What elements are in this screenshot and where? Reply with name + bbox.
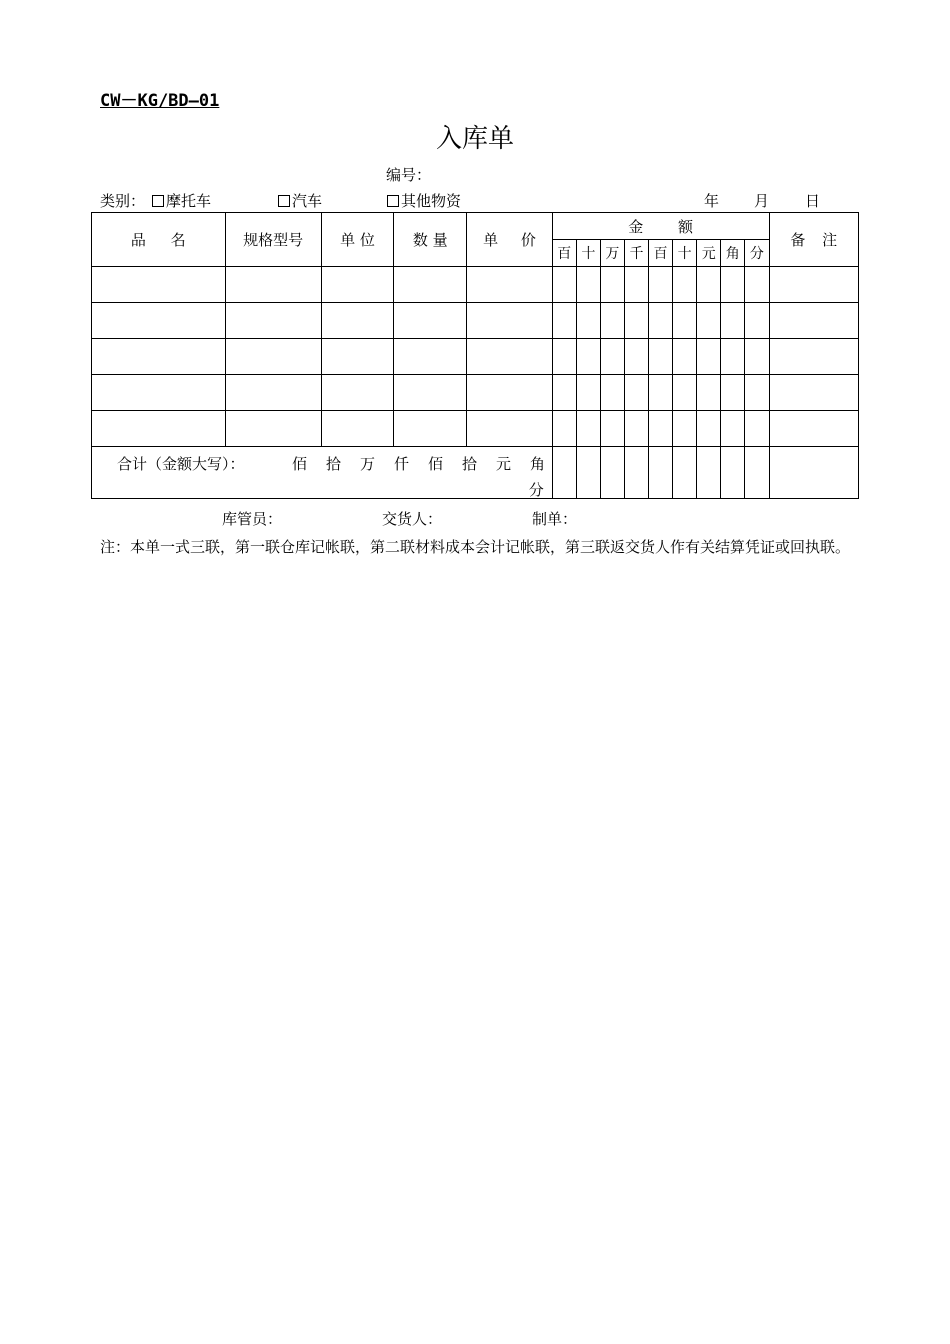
table-cell[interactable]	[721, 339, 745, 375]
total-row	[92, 447, 859, 499]
table-cell[interactable]	[649, 339, 673, 375]
table-cell[interactable]	[673, 375, 697, 411]
table-cell[interactable]	[697, 339, 721, 375]
digit-header: 千	[624, 240, 648, 267]
total-digit-cell[interactable]	[745, 447, 769, 499]
date-day-label: 日	[805, 192, 821, 210]
table-cell[interactable]	[225, 375, 321, 411]
total-digit-cell[interactable]	[624, 447, 648, 499]
table-row	[92, 375, 859, 411]
table-cell[interactable]	[624, 411, 648, 447]
digit-header: 万	[600, 240, 624, 267]
table-cell[interactable]	[721, 375, 745, 411]
table-cell[interactable]	[321, 411, 393, 447]
table-cell[interactable]	[721, 303, 745, 339]
table-cell[interactable]	[600, 375, 624, 411]
table-cell[interactable]	[92, 375, 226, 411]
total-last-unit: 分	[528, 481, 544, 499]
table-cell[interactable]	[745, 267, 769, 303]
table-cell[interactable]	[624, 339, 648, 375]
unit-char: 仟	[394, 455, 410, 473]
maker-label: 制单：	[532, 510, 578, 528]
category-row	[100, 190, 860, 210]
table-cell[interactable]	[321, 267, 393, 303]
table-cell[interactable]	[552, 339, 576, 375]
table-cell[interactable]	[552, 411, 576, 447]
table-cell[interactable]	[92, 303, 226, 339]
header-row	[92, 213, 859, 240]
inbound-table	[91, 212, 859, 499]
total-label: 合计（金额大写）：	[117, 455, 245, 473]
table-cell[interactable]	[673, 303, 697, 339]
unit-char: 拾	[326, 455, 342, 473]
table-cell[interactable]	[649, 303, 673, 339]
total-digit-cell[interactable]	[600, 447, 624, 499]
table-cell[interactable]	[576, 375, 600, 411]
table-cell[interactable]	[769, 375, 858, 411]
table-row	[92, 411, 859, 447]
total-digit-cell[interactable]	[697, 447, 721, 499]
table-cell[interactable]	[673, 267, 697, 303]
table-cell[interactable]	[649, 375, 673, 411]
table-cell[interactable]	[745, 411, 769, 447]
table-cell[interactable]	[769, 303, 858, 339]
category-option-other[interactable]: 其他物资	[387, 190, 461, 211]
header-name: 品 名	[92, 213, 226, 267]
table-cell[interactable]	[467, 339, 552, 375]
table-cell[interactable]	[467, 411, 552, 447]
unit-char: 角	[530, 455, 546, 473]
total-digit-cell[interactable]	[552, 447, 576, 499]
header-qty: 数 量	[394, 213, 467, 267]
digit-header: 十	[673, 240, 697, 267]
checkbox-icon[interactable]	[278, 195, 290, 207]
table-cell[interactable]	[321, 339, 393, 375]
table-cell[interactable]	[624, 303, 648, 339]
table-cell[interactable]	[467, 375, 552, 411]
date-month-label: 月	[754, 192, 770, 210]
table-cell[interactable]	[552, 267, 576, 303]
table-cell[interactable]	[394, 303, 467, 339]
unit-char: 万	[360, 455, 376, 473]
table-cell[interactable]	[576, 339, 600, 375]
table-cell[interactable]	[697, 303, 721, 339]
total-remark-cell[interactable]	[769, 447, 858, 499]
total-digit-cell[interactable]	[649, 447, 673, 499]
table-row	[92, 303, 859, 339]
category-option-motorcycle[interactable]: 摩托车	[152, 190, 211, 211]
table-cell[interactable]	[769, 267, 858, 303]
digit-header: 百	[649, 240, 673, 267]
table-cell[interactable]	[394, 375, 467, 411]
checkbox-icon[interactable]	[152, 195, 164, 207]
table-cell[interactable]	[745, 339, 769, 375]
header-price: 单 价	[467, 213, 552, 267]
footnote: 注：本单一式三联，第一联仓库记帐联，第二联材料成本会计记帐联，第三联返交货人作有关结算凭证或回执联。	[100, 538, 851, 556]
table-cell[interactable]	[394, 339, 467, 375]
table-cell[interactable]	[769, 411, 858, 447]
table-cell[interactable]	[321, 375, 393, 411]
table-cell[interactable]	[673, 339, 697, 375]
table-cell[interactable]	[225, 339, 321, 375]
category-label: 类别：	[100, 192, 146, 210]
table-cell[interactable]	[649, 267, 673, 303]
table-cell[interactable]	[697, 267, 721, 303]
table-cell[interactable]	[321, 303, 393, 339]
table-cell[interactable]	[576, 411, 600, 447]
table-cell[interactable]	[600, 339, 624, 375]
table-cell[interactable]	[552, 375, 576, 411]
checkbox-icon[interactable]	[387, 195, 399, 207]
table-row	[92, 339, 859, 375]
digit-header: 分	[745, 240, 769, 267]
total-digit-cell[interactable]	[576, 447, 600, 499]
table-cell[interactable]	[225, 267, 321, 303]
digit-header: 元	[697, 240, 721, 267]
table-row	[92, 267, 859, 303]
signature-row	[222, 508, 842, 528]
table-cell[interactable]	[576, 303, 600, 339]
table-cell[interactable]	[552, 303, 576, 339]
table-cell[interactable]	[769, 339, 858, 375]
table-cell[interactable]	[673, 411, 697, 447]
table-cell[interactable]	[92, 411, 226, 447]
table-cell[interactable]	[624, 375, 648, 411]
digit-header: 角	[721, 240, 745, 267]
unit-char: 元	[496, 455, 512, 473]
table-cell[interactable]	[745, 375, 769, 411]
page-title: 入库单	[435, 124, 514, 154]
unit-char: 拾	[462, 455, 478, 473]
table-cell[interactable]	[600, 267, 624, 303]
category-option-car[interactable]: 汽车	[278, 190, 322, 211]
header-remark: 备 注	[769, 213, 858, 267]
table-cell[interactable]	[745, 303, 769, 339]
table-cell[interactable]	[225, 411, 321, 447]
table-cell[interactable]	[649, 411, 673, 447]
total-cell[interactable]	[92, 447, 553, 499]
table-cell[interactable]	[600, 411, 624, 447]
table-cell[interactable]	[624, 267, 648, 303]
table-cell[interactable]	[721, 411, 745, 447]
serial-number-label: 编号：	[386, 166, 432, 184]
table-cell[interactable]	[467, 303, 552, 339]
document-code: CW－KG/BD—01	[100, 91, 220, 111]
header-unit: 单 位	[321, 213, 393, 267]
keeper-label: 库管员：	[222, 510, 283, 528]
total-units	[292, 453, 546, 474]
table-cell[interactable]	[576, 267, 600, 303]
table-cell[interactable]	[394, 267, 467, 303]
digit-header: 十	[576, 240, 600, 267]
date-year-label: 年	[704, 192, 720, 210]
table-cell[interactable]	[721, 267, 745, 303]
header-amount: 金 额	[552, 213, 769, 240]
unit-char: 佰	[428, 455, 444, 473]
table-cell[interactable]	[697, 375, 721, 411]
header-spec: 规格型号	[225, 213, 321, 267]
total-digit-cell[interactable]	[721, 447, 745, 499]
table-cell[interactable]	[92, 339, 226, 375]
table-cell[interactable]	[697, 411, 721, 447]
table-cell[interactable]	[92, 267, 226, 303]
table-cell[interactable]	[467, 267, 552, 303]
digit-header: 百	[552, 240, 576, 267]
deliverer-label: 交货人：	[382, 510, 443, 528]
table-cell[interactable]	[600, 303, 624, 339]
total-digit-cell[interactable]	[673, 447, 697, 499]
table-cell[interactable]	[225, 303, 321, 339]
table-cell[interactable]	[394, 411, 467, 447]
unit-char: 佰	[292, 455, 308, 473]
